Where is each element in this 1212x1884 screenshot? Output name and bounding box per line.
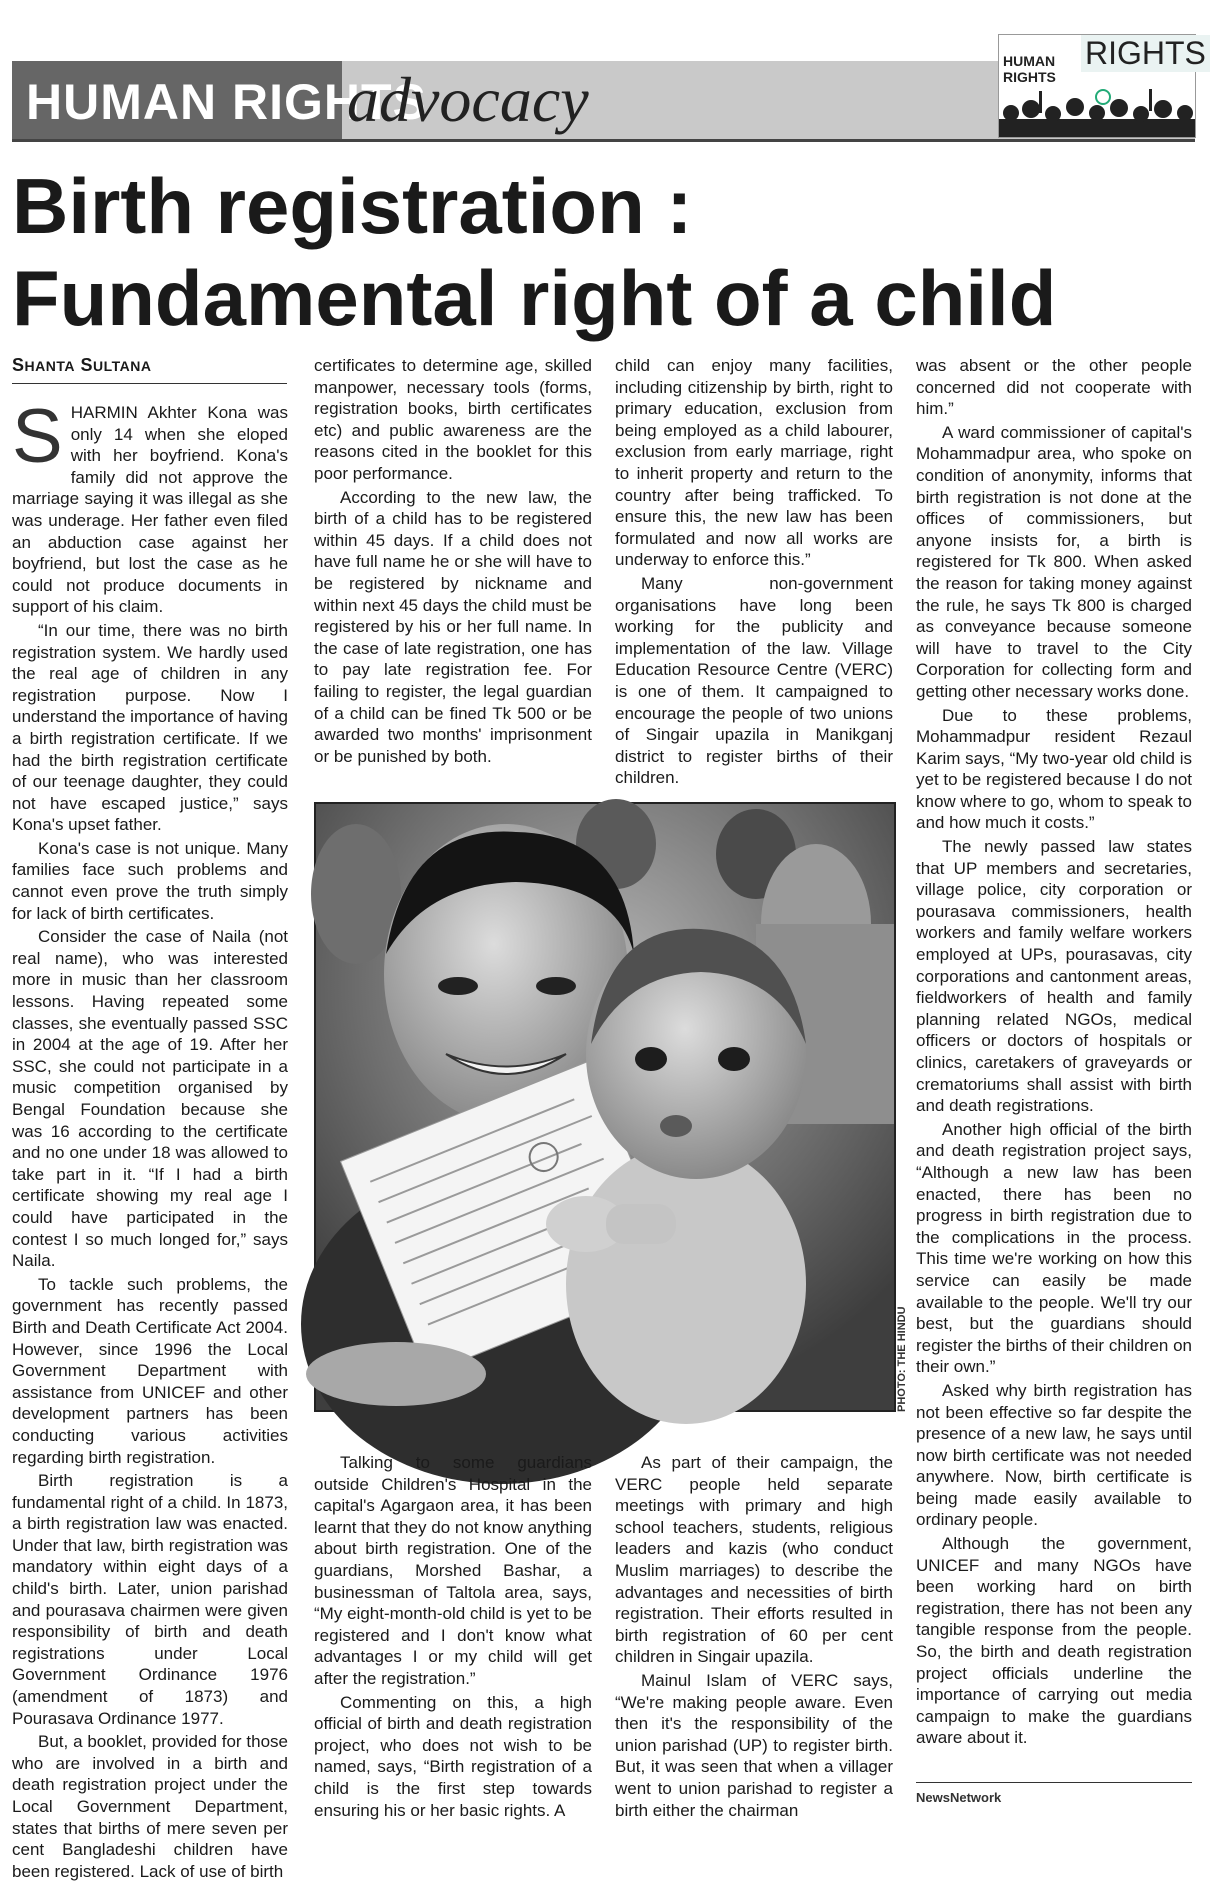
article-column-4 [916,355,1192,1751]
section-label: HUMAN RIGHTS [26,74,427,130]
article-paragraph: Due to these problems, Mohammadpur resident Rezaul Karim says, “My two-year old child is yet to be registered because I do not know where to go, whom to speak to and how much it costs.” [916,705,1192,833]
drop-cap: S [12,394,63,479]
article-column-3-top [615,355,893,791]
byline-first-initial: S [12,355,25,375]
article-paragraph: Asked why birth registration has not been effective so far despite the presence of a new law, he says until now birth certificate was not needed anywhere. Now, birth certificate is being made easily available to ordinary people. [916,1380,1192,1530]
article-paragraph: But, a booklet, provided for those who are involved in a birth and death registration project under the Local Government Department, states that births of mere seven per cent Bangladeshi children have been registered. Lack of use of birth [12,1732,288,1881]
article-paragraph: Mainul Islam of VERC says, “We're making people aware. Even then it's the responsibility of the union parishad (UP) to register birth. But, it was seen that when a villager went to union parishad to register a birth either the chairman [615,1670,893,1820]
article-paragraph: was absent or the other people concerned did not cooperate with him.” [916,356,1192,419]
article-paragraph: As part of their campaign, the VERC people held separate meetings with primary and high school teachers, students, religious leaders and kazis (who conduct Muslim marriages) to describe the advantages and necessities of birth registration. Their efforts resulted in birth registration of 60 per cent children in Singair upazila. [615,1453,893,1667]
byline-first-rest: HANTA [24,358,75,374]
signature-divider [916,1782,1192,1783]
article-paragraph: Talking to some guardians outside Children's Hospital in the capital's Agargaon area, it has been learnt that they do not know anything about birth registration. One of the guardians, Morshed Bashar, a businessman of Taltola area, says, “My eight-month-old child is yet to be registered and I don't know what advantages I or my child will get after the registration.” [314,1453,592,1688]
headline: Birth registration : Fundamental right of a child [12,162,1057,342]
section-subtitle: advocacy [347,64,589,135]
signature: NewsNetwork [916,1790,1002,1805]
human-rights-logo [998,34,1206,138]
crowd-silhouette-icon [999,89,1195,137]
byline-last-rest: ULTANA [93,358,152,374]
byline-last-initial: S [80,355,94,375]
paragraph-text: HARMIN Akhter Kona was only 14 when she eloped with her boyfriend. Kona's family did not approve the marriage saying it was illegal as she was underage. Her father even filed an abduction case against her boyfriend, but lost the case as he could not produce documents in support of his claim. [12,403,288,617]
article-photo [314,802,896,1412]
article-paragraph: Kona's case is not unique. Many families face such problems and cannot even prove the truth simply for lack of birth certificates. [12,838,288,923]
article-column-2-bottom [314,1452,592,1823]
article-paragraph: According to the new law, the birth of a child has to be registered within 45 days. If a child does not have full name he or she will have to be registered by nickname and within next 45 days the child must be registered by his or her full name. In the case of late registration, one has to pay late registration fee. For failing to register, the legal guardian of a child can be fined Tk 500 or be awarded two months' imprisonment or be punished by both. [314,487,592,766]
article-paragraph: A ward commissioner of capital's Mohammadpur area, who spoke on condition of anonymity, informs that birth registration is not done at the offices of commissioners, but anyone insists for, a birth is registered for Tk 800. When asked the reason for taking money against the rule, he says Tk 800 is charged as conveyance because someone will have to travel to the City Corporation for collecting form and getting other necessary works done. [916,422,1192,701]
byline [12,355,287,384]
article-paragraph: Commenting on this, a high official of birth and death registration project, who does not wish to be named, says, “Birth registration of a child is the first step towards ensuring his or her basic rights. A [314,1692,592,1820]
logo-line1: HUMAN [1003,53,1056,69]
article-paragraph: child can enjoy many facilities, including citizenship by birth, right to primary education, exclusion from being employed as a child labourer, exclusion from early marriage, right to inherit property and return to the country after being trafficked. To ensure this, the new law has been formulated and now all works are underway to enforce this.” [615,356,893,570]
article-column-3-bottom [615,1452,893,1823]
article-paragraph: Consider the case of Naila (not real name), who was interested more in music than her classroom lessons. Having repeated some classes, she eventually passed SSC in 2004 at the age of 19. After her SSC, she could not participate in a music competition organised by Bengal Foundation because she was 16 according to the certificate and no one under 18 was allowed to take part in it. “If I had a birth certificate showing my real age I could have participated in the contest I so much longed for,” says Naila. [12,927,288,1271]
article-paragraph [12,394,288,618]
article-paragraph: Another high official of the birth and death registration project says, “Although a new law has been enacted, there has been no progress in birth registration due to the complications in the process. This time we're working on how this service can easily be made available to the people. We'll try our best, but the guardians should register the births of their children on their own.” [916,1119,1192,1377]
logo-big-text: RIGHTS [1081,35,1210,72]
photo-credit: PHOTO: THE HINDU [896,1306,908,1412]
article-paragraph: “In our time, there was no birth registration system. We hardly used the real age of children in any registration purpose. Now I understand the importance of having a birth registration certificate. If we had the birth registration certificate of our teenage daughter, they could not have escaped justice,” says Kona's upset father. [12,620,288,835]
logo-small-text [1003,53,1071,85]
article-paragraph: Although the government, UNICEF and many NGOs have been working hard on birth registration, there has not been any tangible response from the people. So, the birth and death registration project officials underline the importance of carrying out media campaign to make the guardians aware about it. [916,1534,1192,1748]
article-column-2-top [314,355,592,769]
article-paragraph: The newly passed law states that UP members and secretaries, village police, city corporation or pourasava commissioners, health workers and family welfare workers employed at UPs, pourasavas, city corporations and cantonment areas, fieldworkers of health and family planning related NGOs, medical officers or doctors of hospitals or clinics, caretakers of graveyards or crematoriums shall assist with birth and death registrations. [916,837,1192,1116]
article-paragraph: Birth registration is a fundamental right of a child. In 1873, a birth registration law was enacted. Under that law, birth registration was mandatory within eight days of a child's birth. Later, union parishad and pourasava chairmen were given responsibility of birth and death registrations under Local Government Ordinance 1976 (amendment of 1873) and Pourasava Ordinance 1977. [12,1471,288,1728]
article-paragraph: To tackle such problems, the government has recently passed Birth and Death Certificate Act 2004. However, since 1996 the Local Government Department with assistance from UNICEF and other development partners has been conducting various activities regarding birth registration. [12,1274,288,1467]
logo-line2: RIGHTS [1003,69,1056,85]
article-paragraph: certificates to determine age, skilled manpower, necessary tools (forms, registration books, birth certificates etc) and public awareness are the reasons cited in the booklet for this poor performance. [314,356,592,483]
father-and-baby-photo [316,804,894,1410]
article-column-1 [12,394,288,1884]
banner-divider [12,139,1195,142]
article-paragraph: Many non-government organisations have long been working for the publicity and implementation of the law. Village Education Resource Centre (VERC) is one of them. It campaigned to encourage the people of two unions of Singair upazila in Manikganj district to register births of their children. [615,573,893,788]
